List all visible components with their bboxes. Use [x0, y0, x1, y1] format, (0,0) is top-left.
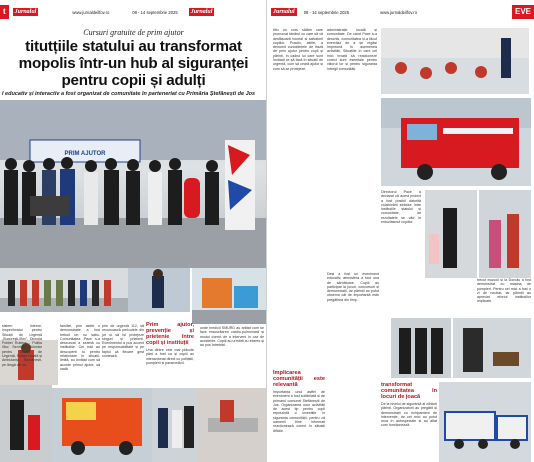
photo-girls-demo	[479, 190, 531, 278]
section-label: t	[0, 5, 9, 19]
left-page-header	[0, 2, 266, 22]
photo-playground	[192, 268, 267, 324]
newspaper-logo-small: Jurnalul	[190, 9, 213, 15]
headline-line-2: mopolis într-un hub al siguranței	[18, 55, 249, 72]
right-lower-col-3-text: De la nivelul de siguranță al zilnicei părinți. Organizatorii au pregătit și demonstrații cu echipament de intervenție, iar cei mici au putut urca în autospeciale și au aflat cum funcționează.	[381, 402, 437, 428]
subhead-relevant: Implicarea comunității este relevantă	[273, 370, 325, 388]
article-standfirst: l educativ și interactiv a fost organizat de comunitate în parteneriat cu Primăria Ștefănești de Jos	[2, 91, 256, 97]
photo-ambulance	[52, 388, 152, 462]
photo-police-kids	[425, 190, 477, 278]
headline-line-1: titutțiile statului au transformat	[25, 38, 242, 55]
left-col-1: sistem Interne, Inspectoratul pentru Situații de Urgență „Bucureşti-Ilfov”, Direcția Poliției Rutiere - Poliția Ilfov, Serviciul Voluntar pentru Situații de Urgență, Poliția Locală și Ambulanța Românești, pe lângă de un	[2, 324, 42, 367]
firefighters-illustration	[0, 268, 128, 312]
photo-medical-demo	[198, 388, 267, 462]
right-col-1: titlu un curs sătăm care promovat tânărul cu care să vă desfășoară tocmai și salvatorii copiilor. Practic, astfel, a denumit cunoștințele de bază de prim ajutor pentru copii și părinți, în cadrul lui care sunt învățați ce să facă în situații de urgență, cum să ceară ajutor și cum să se protejeze.	[273, 28, 323, 71]
right-lower-col-2: Deși a fost un eveniment educativ, atmosfera a fost una de sărbătoare. Copiii au participat la jocuri, concursuri și demonstrații, iar părinții au putut observa cât de importantă este pregătirea din timp.	[327, 272, 379, 302]
photo-firefighters-line	[0, 268, 128, 312]
date-line-right: 08 - 14 septembrie 2025	[303, 9, 350, 15]
photo-kids-police	[0, 385, 52, 462]
playground-illustration	[192, 268, 267, 324]
fire-truck-illustration	[381, 98, 531, 186]
kids-tents-illustration	[381, 28, 529, 94]
newspaper-logo: Jurnalul	[14, 9, 37, 15]
crowd-illustration	[152, 388, 198, 462]
group-photo-illustration	[0, 100, 267, 268]
girls-demo-illustration	[479, 190, 531, 278]
headline-line-3: pentru copii și adulți	[61, 72, 206, 89]
newspaper-logo-right: Jurnalul	[273, 9, 295, 15]
kids-police-illustration	[0, 385, 52, 462]
right-lower-col-4: trecut ecusoii și la Dorcău a fost demonstrat cu mașina de pompieri. Pentru cei mici a fost o zi de neuitat, iar părinții au apreciat efortul instituțiilor implicate.	[477, 278, 531, 304]
left-col-4	[146, 320, 194, 386]
medical-demo-illustration	[198, 388, 267, 462]
left-subhead: Prim ajutor, prevenție și prietenie între copii și instituții	[146, 322, 194, 346]
police-kids-illustration	[425, 190, 477, 278]
left-col-2: familiei, prin astfel o demonstrație a fost trebuit un nu sabu. Comunitatea Pace s-a descurcat a seamă cu instituțiile. Cei mici au descoperit tu pentru relaționare în situații-limită, au învățat cum să acorde primul ajutor, să vadă	[60, 324, 100, 371]
photo-rescue-team	[391, 318, 451, 378]
ambulance-illustration	[52, 388, 152, 462]
left-col-3: prin de urgență 112, să recunoască pericolele din jur și să își protejeze singuri și prietenii. Evenimentul a pus accent pe responsabilitate și pe faptul că fiecare gest contează.	[102, 324, 144, 359]
right-col-2: administrație locală și comunitate. De când Pace s-a deschis, comunitatea și-a făcut exercițiul de a se regăsi împreună în asemenea activități. Situațiile în care cei mici învață să reacționeze corect sunt esențiale pentru viitorul lor și pentru siguranța întregii comunități.	[327, 28, 377, 71]
rescue-team-illustration	[391, 318, 451, 378]
section-label-right: EVE	[512, 5, 534, 19]
dog-handler-illustration	[453, 318, 531, 378]
group-photo	[0, 100, 267, 268]
left-col-4-text: Una dintre cele mai plăcute părți a fost ca și copiii au interacționat direct cu polițiștii, pompierii și paramedicii.	[146, 348, 194, 365]
right-lower-col-1-text: Importanța unui astfel de eveniment a fost subliniată și de primarul comunei Ștefăneștii de Jos. Organizarea unor activități de acest tip pentru copii reprezintă o investiție în siguranța comunității, pentru că oamenii bine informați reacționează corect în situații dificile.	[273, 390, 325, 433]
right-col-3: Directorul Pace a declarat că acest proiect a fost posibil datorită colaborării strânse între instituțiile statului și comunitate, iar rezultatele se văd în entuziasmul copiilor.	[381, 190, 421, 225]
website-right: www.jurnaldeilfov.ro	[380, 9, 418, 15]
photo-vehicles	[439, 382, 531, 462]
article-kicker: Cursuri gratuite de prim ajutor	[83, 28, 184, 37]
right-page	[267, 0, 534, 462]
photo-dog-handler	[453, 318, 531, 378]
photo-speaker	[128, 268, 190, 312]
right-page-header	[267, 2, 534, 22]
left-col-5: unde medicii SMURD au arătat cum se face resuscitarea cardio-pulmonară și modul corect de a interveni în caz de accidente. Copiii au urmărit cu interes și au pus întrebări.	[200, 326, 264, 348]
right-lower-col-3	[381, 380, 437, 462]
banner-text: PRIM AJUTOR	[64, 151, 106, 157]
date-line: 08 - 14 septembrie 2025	[132, 9, 178, 15]
article-headline	[0, 38, 267, 89]
speaker-illustration	[128, 268, 190, 312]
subhead-transform: transformat comunitatea în locuri de joacă	[381, 382, 437, 400]
photo-crowd	[152, 388, 198, 462]
right-lower-col-1	[273, 368, 325, 462]
photo-fire-truck	[381, 98, 531, 186]
vehicles-illustration	[439, 382, 531, 462]
photo-kids-tents	[381, 28, 529, 94]
website: www.jurnaldeilfov.ro	[72, 9, 110, 15]
